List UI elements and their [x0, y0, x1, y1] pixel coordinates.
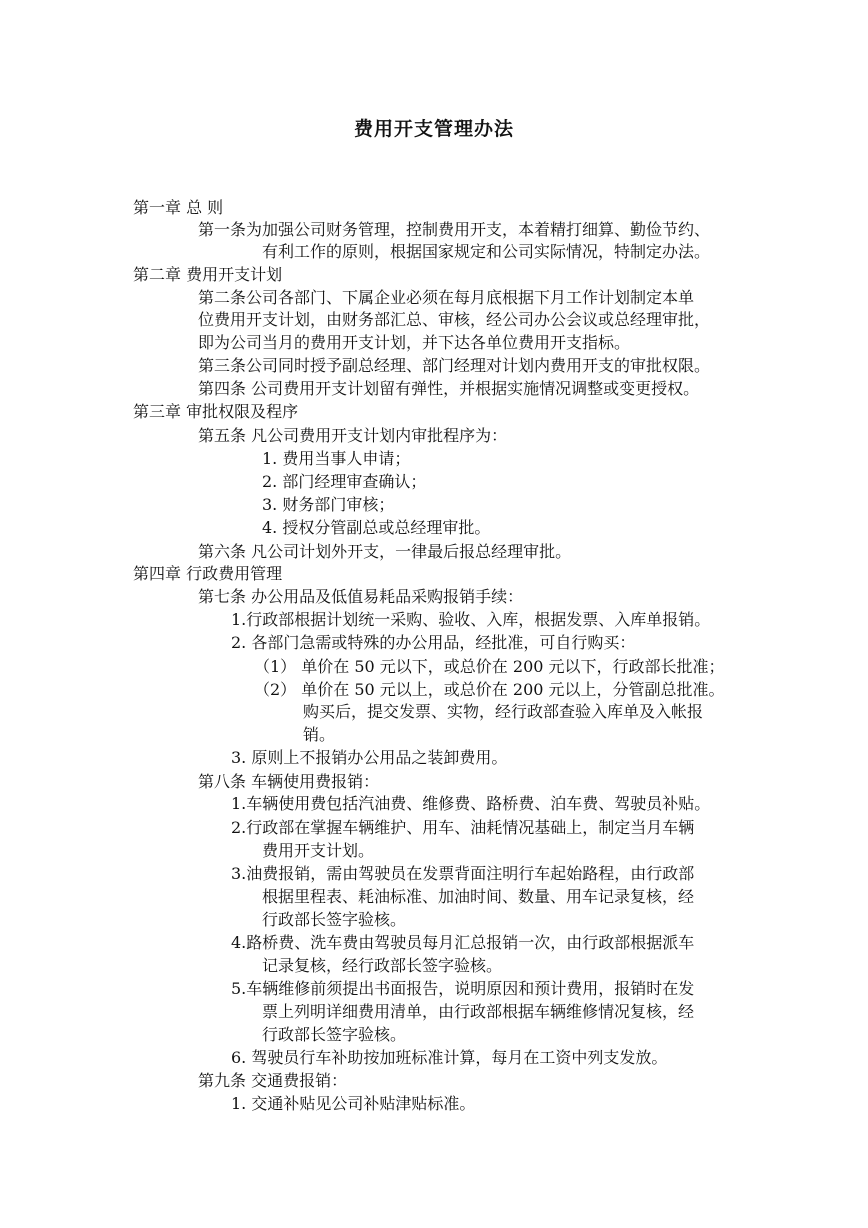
article-text: 位费用开支计划，由财务部汇总、审核，经公司办公会议或总经理审批， — [198, 310, 711, 329]
list-item: 2.行政部在掌握车辆维护、用车、油耗情况基础上，制定当月车辆 — [231, 818, 695, 837]
list-item: 2. 部门经理审查确认； — [262, 472, 427, 491]
sub-list-item: （2） 单价在 50 元以上，或总价在 200 元以上，分管副总批准。 — [254, 680, 725, 699]
list-item: 4.路桥费、洗车费由驾驶员每月汇总报销一次，由行政部根据派车 — [231, 933, 695, 952]
list-item: 3. 财务部门审核； — [262, 495, 395, 514]
list-item: 记录复核，经行政部长签字验核。 — [262, 956, 503, 975]
list-item: 2. 各部门急需或特殊的办公用品，经批准，可自行购买： — [231, 633, 636, 652]
article-text: 第二条公司各部门、下属企业必须在每月底根据下月工作计划制定本单 — [198, 288, 695, 307]
list-item: 6. 驾驶员行车补助按加班标准计算，每月在工资中列支发放。 — [231, 1048, 668, 1067]
article-text: 第九条 交通费报销： — [198, 1071, 348, 1090]
article-text: 第四条 公司费用开支计划留有弹性，并根据实施情况调整或变更授权。 — [198, 379, 700, 398]
chapter-heading: 第一章 总 则 — [133, 198, 224, 217]
list-item: 费用开支计划。 — [262, 841, 375, 860]
list-item: 行政部长签字验核。 — [262, 910, 407, 929]
article-text: 有利工作的原则，根据国家规定和公司实际情况，特制定办法。 — [262, 242, 711, 261]
article-text: 即为公司当月的费用开支计划，并下达各单位费用开支指标。 — [198, 333, 631, 352]
article-text: 第七条 办公用品及低值易耗品采购报销手续： — [198, 587, 524, 606]
list-item: 4. 授权分管副总或总经理审批。 — [262, 518, 491, 537]
list-item: 1.行政部根据计划统一采购、验收、入库，根据发票、入库单报销。 — [231, 610, 711, 629]
article-text: 第六条 凡公司计划外开支，一律最后报总经理审批。 — [198, 542, 572, 561]
sub-list-item: 购买后，提交发票、实物，经行政部查验入库单及入帐报 — [303, 702, 704, 721]
list-item: 5.车辆维修前须提出书面报告，说明原因和预计费用，报销时在发 — [231, 979, 695, 998]
sub-list-item: （1） 单价在 50 元以下，或总价在 200 元以下，行政部长批准； — [254, 657, 725, 676]
article-text: 第一条为加强公司财务管理，控制费用开支，本着精打细算、勤俭节约、 — [198, 220, 711, 239]
list-item: 票上列明详细费用清单，由行政部根据车辆维修情况复核，经 — [262, 1002, 695, 1021]
chapter-heading: 第四章 行政费用管理 — [133, 564, 283, 583]
article-text: 第八条 车辆使用费报销： — [198, 772, 380, 791]
list-item: 3.油费报销，需由驾驶员在发票背面注明行车起始路程，由行政部 — [231, 864, 695, 883]
article-text: 第三条公司同时授予副总经理、部门经理对计划内费用开支的审批权限。 — [198, 356, 711, 375]
sub-list-item: 销。 — [303, 725, 336, 744]
document-title: 费用开支管理办法 — [353, 118, 514, 140]
list-item: 行政部长签字验核。 — [262, 1025, 407, 1044]
list-item: 1. 交通补贴见公司补贴津贴标准。 — [231, 1094, 476, 1113]
chapter-heading: 第二章 费用开支计划 — [133, 265, 283, 284]
list-item: 1. 费用当事人申请； — [262, 449, 411, 468]
article-text: 第五条 凡公司费用开支计划内审批程序为： — [198, 426, 508, 445]
list-item: 1.车辆使用费包括汽油费、维修费、路桥费、泊车费、驾驶员补贴。 — [231, 794, 711, 813]
chapter-heading: 第三章 审批权限及程序 — [133, 402, 299, 421]
list-item: 3. 原则上不报销办公用品之装卸费用。 — [231, 748, 508, 767]
list-item: 根据里程表、耗油标准、加油时间、数量、用车记录复核，经 — [262, 887, 695, 906]
